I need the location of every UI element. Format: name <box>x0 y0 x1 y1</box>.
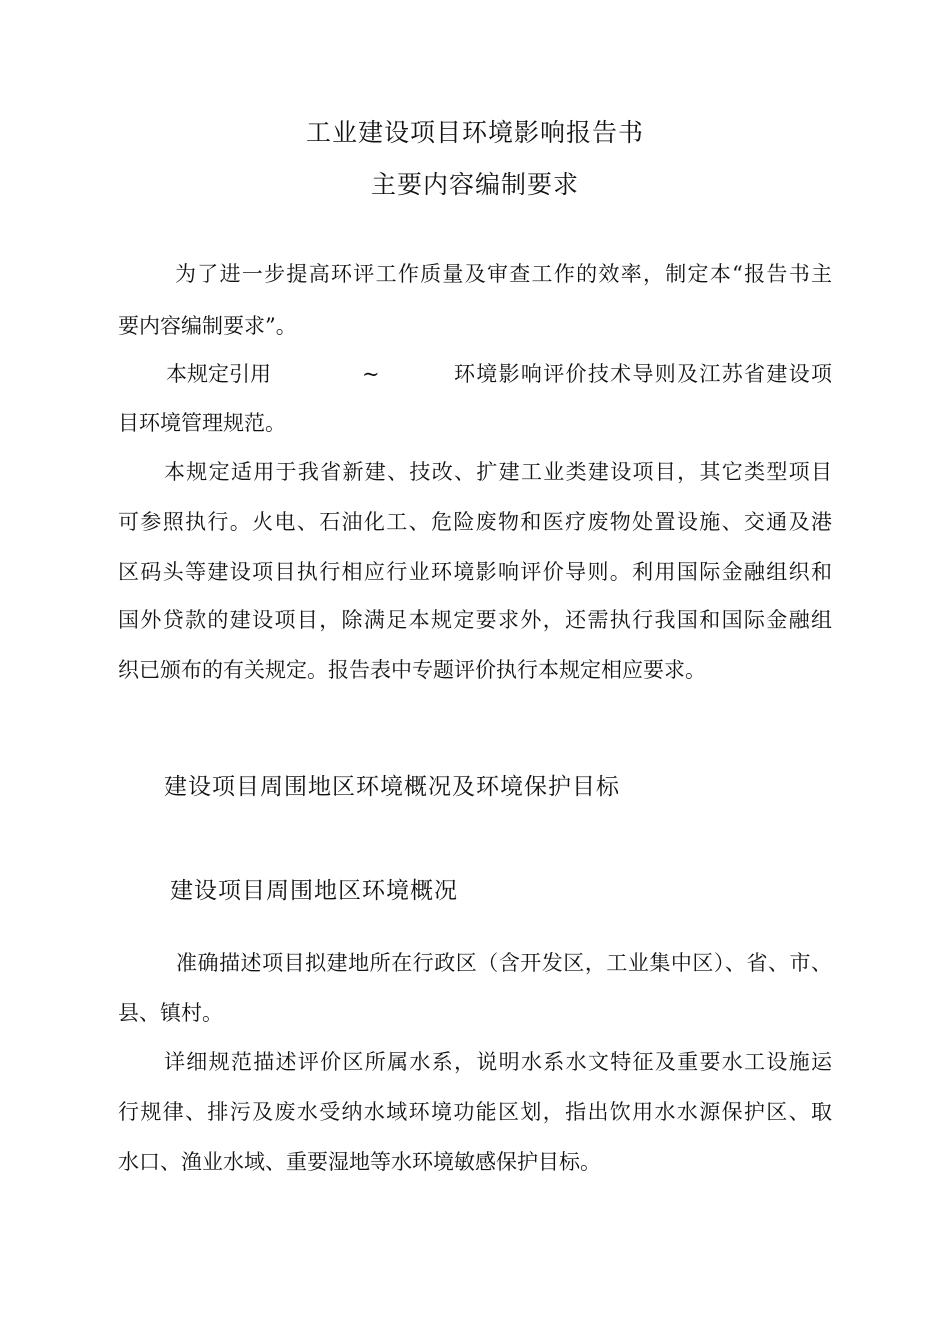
paragraph-5-line-3: 水口、渔业水域、重要湿地等水环境敏感保护目标。 <box>118 1150 601 1174</box>
paragraph-3-line-1: 本规定适用于我省新建、技改、扩建工业类建设项目，其它类型项目 <box>164 460 832 484</box>
paragraph-4-line-1: 准确描述项目拟建地所在行政区（含开发区，工业集中区）、省、市、 <box>176 951 832 975</box>
paragraph-3-line-3: 区码头等建设项目执行相应行业环境影响评价导则。利用国际金融组织和 <box>118 560 832 584</box>
paragraph-1-line-1: 为了进一步提高环评工作质量及审查工作的效率，制定本“报告书主 <box>175 262 832 286</box>
paragraph-2-tilde: ~ <box>362 362 380 386</box>
paragraph-3-line-2: 可参照执行。火电、石油化工、危险废物和医疗废物处置设施、交通及港 <box>118 510 832 534</box>
paragraph-3-line-5: 织已颁布的有关规定。报告表中专题评价执行本规定相应要求。 <box>118 658 706 682</box>
paragraph-5-line-1: 详细规范描述评价区所属水系，说明水系水文特征及重要水工设施运 <box>164 1050 832 1074</box>
section-heading-1: 建设项目周围地区环境概况及环境保护目标 <box>164 774 620 800</box>
document-title-line-2: 主要内容编制要求 <box>370 170 579 199</box>
paragraph-2-line-2: 目环境管理规范。 <box>118 411 286 435</box>
paragraph-5-line-2: 行规律、排污及废水受纳水域环境功能区划，指出饮用水水源保护区、取 <box>118 1100 832 1124</box>
paragraph-2-segment-b: 环境影响评价技术导则及江苏省建设项 <box>454 362 832 386</box>
paragraph-3-line-4: 国外贷款的建设项目，除满足本规定要求外，还需执行我国和国际金融组 <box>118 608 832 632</box>
paragraph-2-segment-a: 本规定引用 <box>166 362 271 386</box>
section-heading-2: 建设项目周围地区环境概况 <box>170 878 458 904</box>
paragraph-1-line-2: 要内容编制要求”。 <box>118 314 297 338</box>
document-title-line-1: 工业建设项目环境影响报告书 <box>305 118 644 147</box>
paragraph-4-line-2: 县、镇村。 <box>118 1001 223 1025</box>
